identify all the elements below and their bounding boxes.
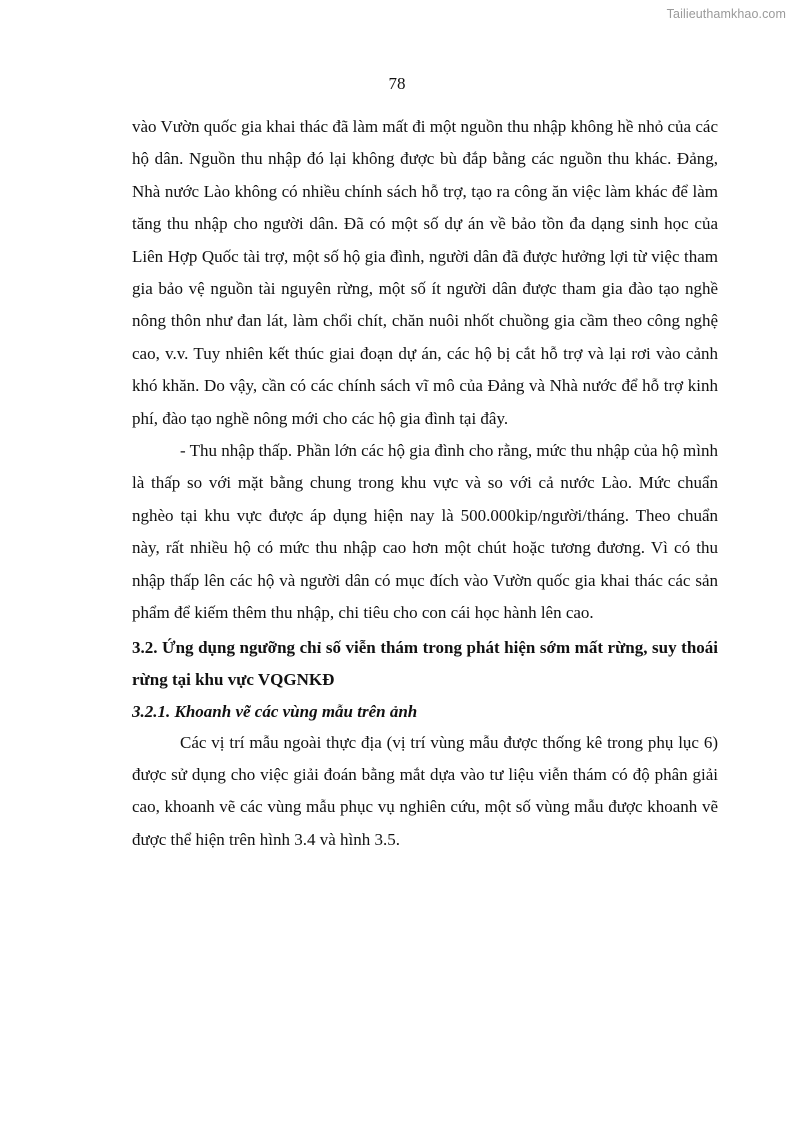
watermark: Tailieuthamkhao.com [666,7,786,21]
paragraph-continued: vào Vườn quốc gia khai thác đã làm mất đi một nguồn thu nhập không hề nhỏ của các hộ dân. Nguồn thu nhập đó lại không được bù đắp bằng các nguồn thu khác. Đảng, Nhà nước Lào không có nhiều chính sách hỗ trợ, tạo ra công ăn việc làm khác để làm tăng thu nhập cho người dân. Đã có một số dự án về bảo tồn đa dạng sinh học của Liên Hợp Quốc tài trợ, một số hộ gia đình, người dân đã được hưởng lợi từ việc tham gia bảo vệ nguồn tài nguyên rừng, một số ít người dân được tham gia đào tạo nghề nông thôn như đan lát, làm chổi chít, chăn nuôi nhốt chuồng gia cầm theo công nghệ cao, v.v. Tuy nhiên kết thúc giai đoạn dự án, các hộ bị cắt hỗ trợ và lại rơi vào cảnh khó khăn. Do vậy, cần có các chính sách vĩ mô của Đảng và Nhà nước để hỗ trợ kinh phí, đào tạo nghề nông mới cho các hộ gia đình tại đây. [132,117,718,428]
page-number: 78 [388,74,406,93]
paragraph-sample-areas: Các vị trí mẫu ngoài thực địa (vị trí vùng mẫu được thống kê trong phụ lục 6) được sử dụng cho việc giải đoán bằng mắt dựa vào tư liệu viễn thám có độ phân giải cao, khoanh vẽ các vùng mẫu phục vụ nghiên cứu, một số vùng mẫu được khoanh vẽ được thể hiện trên hình 3.4 và hình 3.5. [132,732,718,849]
document-body [132,111,718,856]
paragraph-low-income: - Thu nhập thấp. Phần lớn các hộ gia đình cho rằng, mức thu nhập của hộ mình là thấp so với mặt bằng chung trong khu vực và so với cả nước Lào. Mức chuẩn nghèo tại khu vực được áp dụng hiện nay là 500.000kip/người/tháng. Theo chuẩn này, rất nhiều hộ có mức thu nhập cao hơn một chút hoặc tương đương. Vì có thu nhập thấp lên các hộ và người dân có mục đích vào Vườn quốc gia khai thác các sản phẩm để kiếm thêm thu nhập, chi tiêu cho con cái học hành lên cao. [132,441,718,623]
section-heading-3-2: 3.2. Ứng dụng ngưỡng chỉ số viễn thám trong phát hiện sớm mất rừng, suy thoái rừng tại khu vực VQGNKĐ [132,637,718,689]
subsection-heading-3-2-1: 3.2.1. Khoanh vẽ các vùng mẫu trên ảnh [132,701,418,721]
